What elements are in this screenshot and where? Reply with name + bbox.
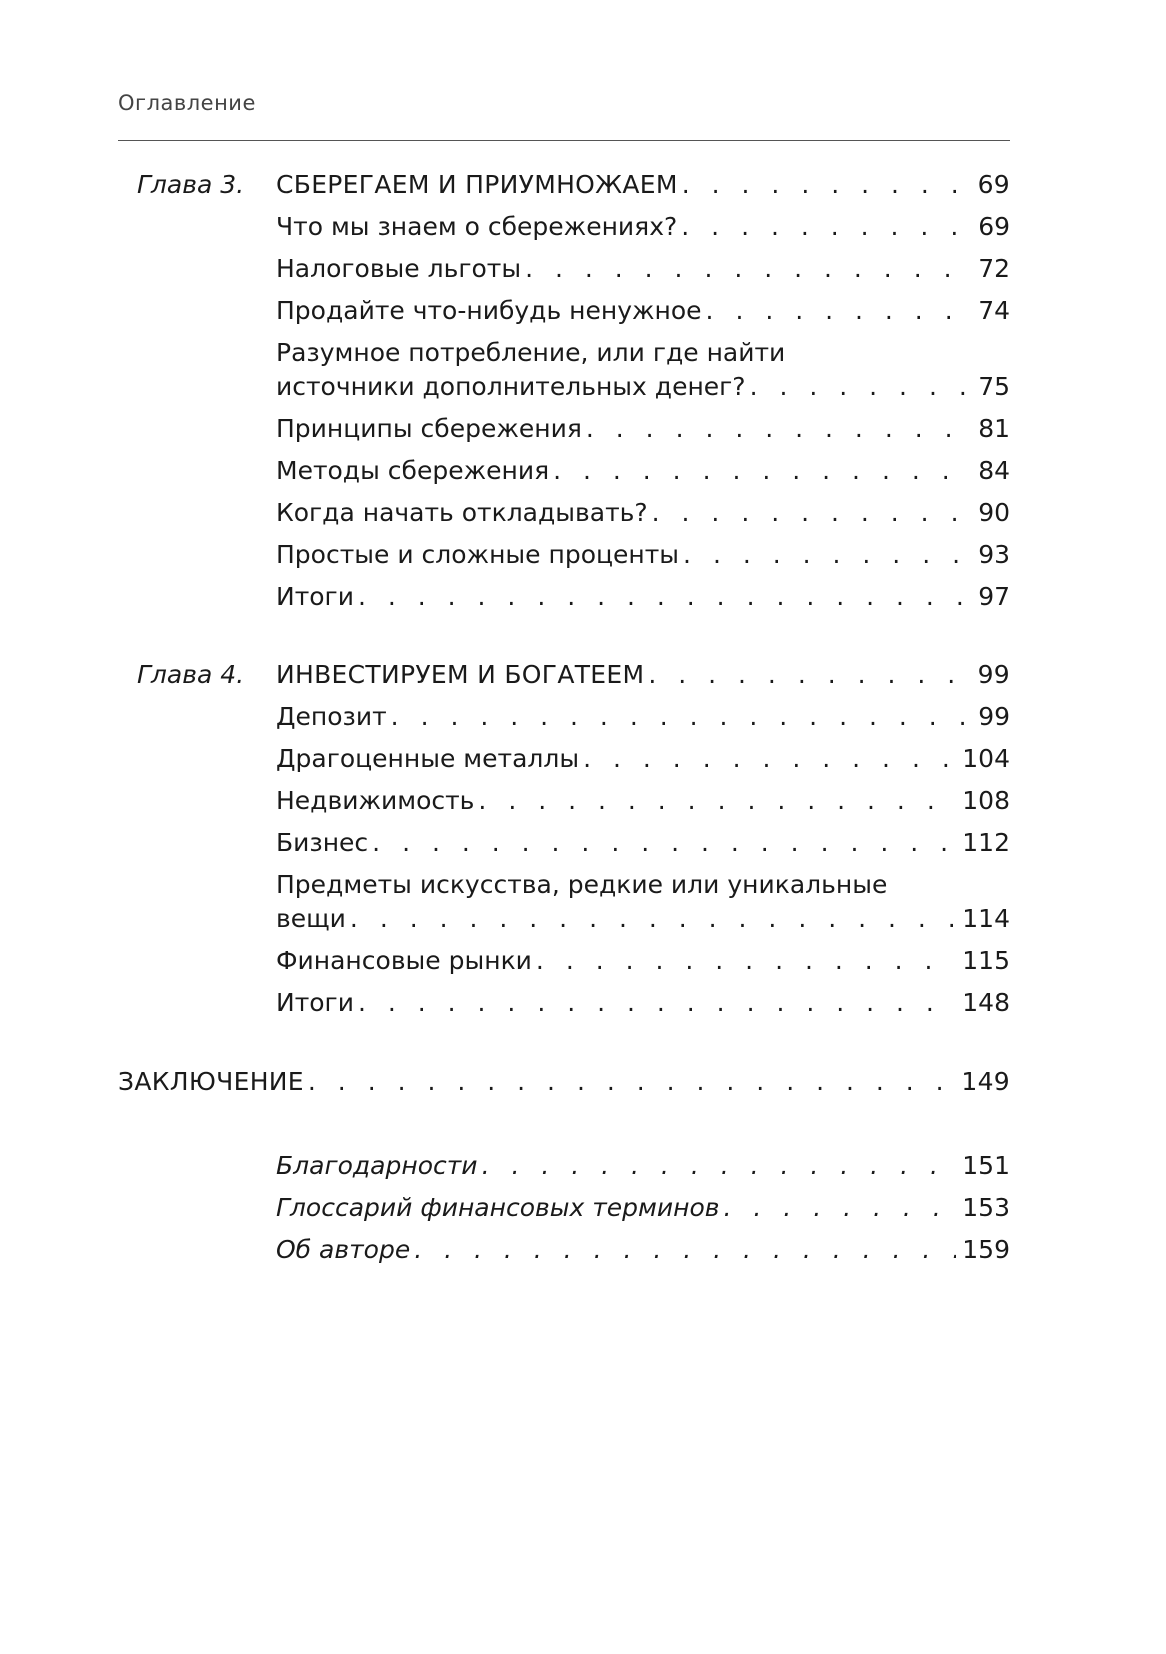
toc-entry-acknowledgements[interactable] [276, 1149, 1010, 1183]
dot-leader [706, 294, 973, 328]
toc-entry-title: Бизнес [276, 828, 369, 857]
toc-entry-about-author[interactable] [276, 1233, 1010, 1267]
toc-entry[interactable] [276, 902, 1010, 936]
toc-entry[interactable] [276, 496, 1010, 530]
toc-entry-title-line1[interactable]: Предметы искусства, редкие или уникальные [276, 870, 888, 899]
toc-entry-page: 99 [977, 660, 1010, 689]
toc-entry-page: 69 [978, 212, 1010, 241]
toc-entry-page: 90 [978, 498, 1010, 527]
toc-entry-page: 148 [962, 988, 1010, 1017]
dot-leader [414, 1233, 956, 1267]
toc-entry-title: вещи [276, 904, 346, 933]
toc-entry-page: 84 [978, 456, 1010, 485]
toc-entry-title: Глоссарий финансовых терминов [276, 1193, 720, 1222]
toc-entry-title: Благодарности [276, 1151, 478, 1180]
toc-entry-chapter-3[interactable] [276, 168, 1010, 202]
chapter-3-label: Глава 3. [137, 170, 245, 199]
dot-leader [682, 168, 972, 202]
toc-entry[interactable] [276, 454, 1010, 488]
dot-leader [350, 902, 956, 936]
dot-leader [478, 784, 956, 818]
toc-entry-title: Депозит [276, 702, 387, 731]
toc-entry-glossary[interactable] [276, 1191, 1010, 1225]
dot-leader [586, 412, 972, 446]
toc-entry[interactable] [276, 700, 1010, 734]
dot-leader [536, 944, 956, 978]
toc-entry-title: ЗАКЛЮЧЕНИЕ [118, 1067, 304, 1096]
toc-entry-title: Методы сбережения [276, 456, 550, 485]
toc-entry-title: Налоговые льготы [276, 254, 522, 283]
toc-entry-page: 75 [978, 372, 1010, 401]
dot-leader [652, 496, 973, 530]
toc-entry[interactable] [276, 784, 1010, 818]
toc-entry-title: Продайте что-нибудь ненужное [276, 296, 702, 325]
chapter-4-label: Глава 4. [137, 660, 245, 689]
dot-leader [358, 580, 972, 614]
toc-entry[interactable] [276, 580, 1010, 614]
toc-entry-title: СБЕРЕГАЕМ И ПРИУМНОЖАЕМ [276, 170, 678, 199]
toc-entry-page: 69 [977, 170, 1010, 199]
toc-entry-title: Драгоценные металлы [276, 744, 580, 773]
dot-leader [648, 658, 971, 692]
toc-entry-page: 114 [962, 904, 1010, 933]
toc-entry-title: источники дополнительных денег? [276, 372, 746, 401]
toc-entry-page: 159 [962, 1235, 1010, 1264]
toc-entry-title-line1[interactable]: Разумное потребление, или где найти [276, 338, 786, 367]
dot-leader [553, 454, 972, 488]
toc-entry[interactable] [276, 538, 1010, 572]
dot-leader [308, 1065, 955, 1099]
toc-entry-title: Финансовые рынки [276, 946, 532, 975]
dot-leader [683, 538, 972, 572]
toc-entry-page: 108 [962, 786, 1010, 815]
running-head: Оглавление [118, 91, 256, 115]
dot-leader [724, 1191, 957, 1225]
toc-entry-title: Принципы сбережения [276, 414, 582, 443]
toc-entry[interactable] [276, 986, 1010, 1020]
toc-entry-page: 72 [978, 254, 1010, 283]
toc-entry-title: Когда начать откладывать? [276, 498, 648, 527]
dot-leader [358, 986, 956, 1020]
toc-entry[interactable] [276, 210, 1010, 244]
toc-entry-page: 99 [978, 702, 1010, 731]
toc-entry-conclusion[interactable] [118, 1065, 1010, 1099]
dot-leader [750, 370, 973, 404]
toc-entry[interactable] [276, 412, 1010, 446]
header-rule [118, 140, 1010, 141]
dot-leader [525, 252, 972, 286]
toc-entry[interactable] [276, 252, 1010, 286]
toc-entry-title: Итоги [276, 582, 354, 611]
toc-entry-page: 104 [962, 744, 1010, 773]
toc-entry-page: 151 [962, 1151, 1010, 1180]
dot-leader [391, 700, 973, 734]
toc-entry-page: 115 [962, 946, 1010, 975]
toc-entry-page: 97 [978, 582, 1010, 611]
toc-entry-title: ИНВЕСТИРУЕМ И БОГАТЕЕМ [276, 660, 645, 689]
toc-entry[interactable] [276, 294, 1010, 328]
toc-entry-title: Итоги [276, 988, 354, 1017]
toc-entry-page: 153 [962, 1193, 1010, 1222]
dot-leader [583, 742, 956, 776]
toc-entry[interactable] [276, 742, 1010, 776]
toc-entry-title: Недвижимость [276, 786, 475, 815]
toc-entry-title: Простые и сложные проценты [276, 540, 680, 569]
dot-leader [681, 210, 972, 244]
toc-entry-page: 93 [978, 540, 1010, 569]
toc-entry-title: Об авторе [276, 1235, 411, 1264]
toc-entry-page: 112 [962, 828, 1010, 857]
toc-entry[interactable] [276, 370, 1010, 404]
toc-entry-page: 149 [961, 1067, 1010, 1096]
dot-leader [372, 826, 956, 860]
toc-entry[interactable] [276, 944, 1010, 978]
toc-entry-page: 81 [978, 414, 1010, 443]
toc-entry[interactable] [276, 826, 1010, 860]
dot-leader [482, 1149, 957, 1183]
toc-entry-title: Что мы знаем о сбережениях? [276, 212, 678, 241]
toc-entry-page: 74 [978, 296, 1010, 325]
toc-entry-chapter-4[interactable] [276, 658, 1010, 692]
